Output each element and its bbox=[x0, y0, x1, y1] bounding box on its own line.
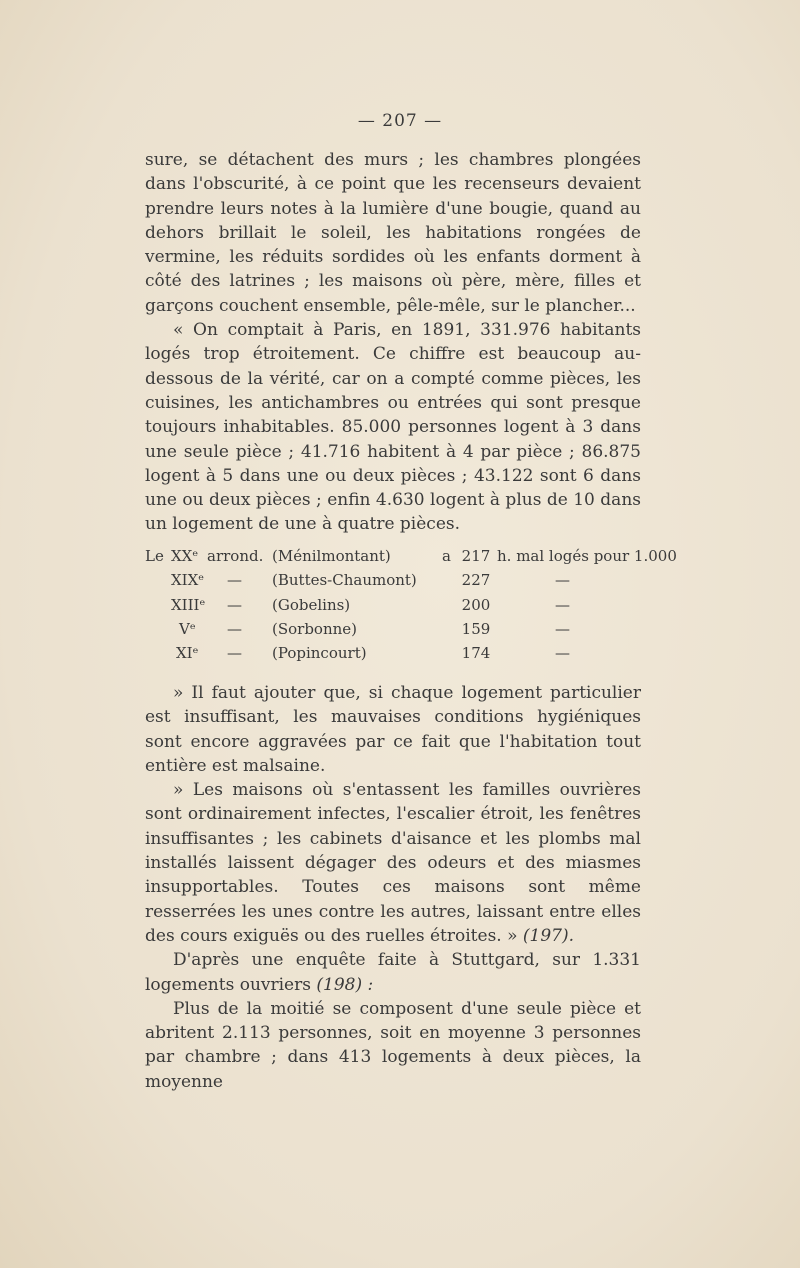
paragraph-text: Plus de la moitié se composent d'une seule pièce et abritent 2.113 personnes, soit en moyenne 3 personnes par chambre ; dans 413 logements à deux pièces, la moyenne bbox=[145, 998, 641, 1092]
row-prefix: Le bbox=[145, 547, 164, 565]
text-block-bottom bbox=[145, 681, 641, 1094]
value-cell: 159 bbox=[461, 619, 491, 638]
table-row bbox=[145, 593, 645, 617]
district-name-cell: (Buttes-Chaumont) bbox=[272, 571, 417, 590]
ditto-cell: — bbox=[555, 595, 570, 614]
paragraph bbox=[145, 778, 641, 948]
district-name-cell: (Ménilmontant) bbox=[272, 547, 391, 565]
label-cell: — bbox=[227, 644, 242, 663]
connector-cell: a bbox=[442, 547, 451, 565]
text-block-top bbox=[145, 148, 641, 537]
district-name-cell: (Popincourt) bbox=[272, 644, 367, 663]
table-row bbox=[145, 568, 645, 592]
paragraph-text: D'après une enquête faite à Stuttgard, sur 1.331 logements ouvriers bbox=[145, 950, 641, 995]
arrondissement-cell: XIᵉ bbox=[176, 644, 199, 663]
paragraph bbox=[145, 681, 641, 778]
district-name-cell: (Sorbonne) bbox=[272, 619, 358, 638]
ditto-cell: — bbox=[555, 619, 570, 638]
value-cell: 217 bbox=[461, 547, 491, 565]
arrondissement-cell: Vᵉ bbox=[179, 619, 196, 638]
paragraph: sure, se détachent des murs ; les chambres plongées dans l'obscurité, à ce point que les recenseurs devaient prendre leurs notes à la lumière d'une bougie, quand au dehors brillait le soleil, les habitations rongées de vermine, les réduits sordides où les enfants dorment à côté des latrines ; les maisons où père, mère, filles et garçons couchent ensemble, pêle-mêle, sur le plancher... bbox=[145, 150, 641, 316]
unit-cell: h. mal logés pour 1.000 bbox=[497, 547, 677, 565]
district-name-cell: (Gobelins) bbox=[272, 595, 351, 614]
arrondissement-cell: XIXᵉ bbox=[171, 571, 205, 590]
label-cell: arrond. bbox=[207, 547, 264, 565]
ditto-cell: — bbox=[555, 571, 570, 590]
paragraph: « On comptait à Paris, en 1891, 331.976 habitants logés trop étroitement. Ce chiffre est beaucoup au-dessous de la vérité, car on a compté comme pièces, les cuisines, les antichambres ou entrées qui sont presque toujours inhabitables. 85.000 personnes logent à 3 dans une seule pièce ; 41.716 habitent à 4 par pièce ; 86.875 logent à 5 dans une ou deux pièces ; 43.122 sont 6 dans une ou deux pièces ; enfin 4.630 logent à plus de 10 dans un logement de une à quatre pièces. bbox=[145, 320, 641, 535]
paragraph-text: » Il faut ajouter que, si chaque logement particulier est insuffisant, les mauvaises conditions hygiéniques sont encore aggravées par ce fait que l'habitation tout entière est malsaine. bbox=[145, 683, 641, 776]
footnote-reference: (197). bbox=[522, 925, 575, 946]
page-number: — 207 — bbox=[357, 111, 443, 131]
statistics-table bbox=[145, 544, 677, 665]
arrondissement-cell: XXᵉ bbox=[171, 547, 199, 565]
label-cell: — bbox=[227, 571, 242, 590]
label-cell: — bbox=[227, 595, 242, 614]
label-cell: — bbox=[227, 619, 242, 638]
table-row bbox=[145, 641, 645, 665]
paragraph-text: » Les maisons où s'entassent les familles ouvrières sont ordinairement infectes, l'escalier étroit, les fenêtres insuffisantes ; les cabinets d'aisance et les plombs mal installés laissent dégager des odeurs et des miasmes insupportables. Toutes ces maisons sont même resserrées les unes contre les autres, laissant entre elles des cours exiguës ou des ruelles étroites. » bbox=[145, 780, 641, 946]
paragraph bbox=[145, 997, 641, 1094]
footnote-reference: (198) : bbox=[316, 974, 374, 995]
value-cell: 200 bbox=[461, 595, 491, 614]
value-cell: 174 bbox=[461, 644, 491, 663]
table-row bbox=[145, 617, 645, 641]
table-row bbox=[145, 544, 677, 568]
ditto-cell: — bbox=[555, 644, 570, 663]
arrondissement-cell: XIIIᵉ bbox=[171, 595, 206, 614]
value-cell: 227 bbox=[461, 571, 491, 590]
paragraph bbox=[145, 948, 641, 997]
